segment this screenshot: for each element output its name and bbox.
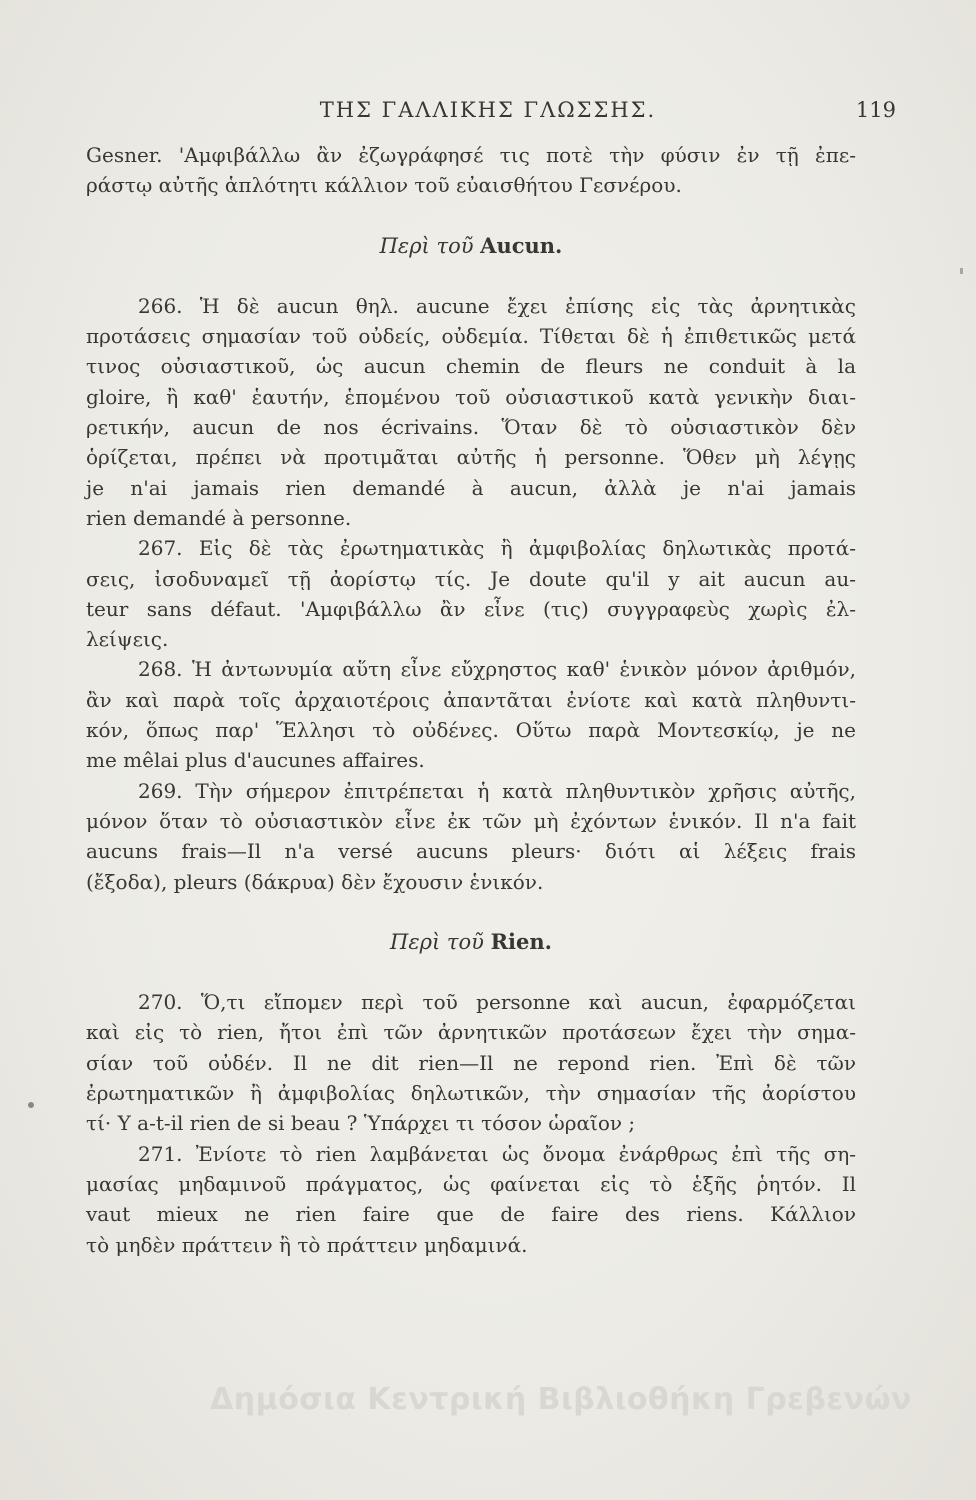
paragraph-266-line: προτάσεις σημασίαν τοῦ οὐδείς, οὐδεμία. Τίθεται δὲ ἡ ἐπιθετικῶς μετά [86,324,856,349]
page-number: 119 [855,98,896,122]
paragraph-271-line: vaut mieux ne rien faire que de faire des riens. Κάλλιον [86,1202,856,1227]
paragraph-266-line: rien demandé à personne. [86,505,352,530]
body-text [86,140,856,1260]
heading-greek: Περὶ τοῦ [379,233,474,258]
spacer [86,261,856,291]
paragraph-267-line: σεις, ἰσοδυναμεῖ τῇ ἀορίστῳ τίς. Je doute qu'il y ait aucun au- [86,566,856,591]
paragraph-270-line: τί· Y a-t-il rien de si beau ? Ὑπάρχει τι τόσον ὡραῖον ; [86,1111,636,1136]
paragraph-267-line: teur sans défaut. 'Αμφιβάλλω ἂν εἶνε (τις) συγγραφεὺς χωρὶς ἐλ- [86,596,856,621]
paragraph-271-line: τὸ μηδὲν πράττειν ἢ τὸ πράττειν μηδαμινά. [86,1232,528,1257]
page-header [88,94,896,126]
paragraph-269-line: aucuns frais—Il n'a versé aucuns pleurs· διότι αἱ λέξεις frais [86,839,856,864]
paragraph-266-line: gloire, ἢ καθ' ἑαυτήν, ἑπομένου τοῦ οὐσιαστικοῦ κατὰ γενικὴν διαι- [86,384,856,409]
paragraph-266-line: τινος οὐσιαστικοῦ, ὡς aucun chemin de fleurs ne conduit à la [86,354,856,379]
running-head: ΤΗΣ ΓΑΛΛΙΚΗΣ ΓΛΩΣΣΗΣ. [319,98,657,122]
paragraph-269-line: μόνον ὅταν τὸ οὐσιαστικὸν εἶνε ἐκ τῶν μὴ ἐχόντων ἑνικόν. Il n'a fait [86,808,856,833]
paragraph-269-line: (ἔξοδα), pleurs (δάκρυα) δὲν ἔχουσιν ἑνικόν. [86,869,544,894]
paragraph-266-line: 266. Ἡ δὲ aucun θηλ. aucune ἔχει ἐπίσης εἰς τὰς ἀρνητικὰς [138,293,856,318]
paragraph-271-line: 271. Ἐνίοτε τὸ rien λαμβάνεται ὡς ὄνομα ἐνάρθρως ἐπὶ τῆς ση- [138,1141,856,1166]
paragraph-268-line: κόν, ὅπως παρ' Ἕλλησι τὸ οὐδένες. Οὕτω παρὰ Μοντεσκίῳ, je ne [86,718,856,743]
paragraph-270-line: ἐρωτηματικῶν ἢ ἀμφιβολίας δηλωτικῶν, τὴν σημασίαν τῆς ἀορίστου [86,1081,856,1106]
paragraph-270-line: σίαν τοῦ οὐδέν. Il ne dit rien—Il ne repond rien. Ἐπὶ δὲ τῶν [86,1050,856,1075]
margin-dot [28,1102,34,1108]
section-heading-aucun [86,231,856,261]
section-heading-rien [86,927,856,957]
paragraph-270-line: 270. Ὅ,τι εἴπομεν περὶ τοῦ personne καὶ aucun, ἐφαρμόζεται [138,990,856,1015]
paragraph-268-line: 268. Ἡ ἀντωνυμία αὕτη εἶνε εὔχρηστος καθ' ἑνικὸν μόνον ἀριθμόν, [138,657,856,682]
paragraph-267-line: 267. Εἰς δὲ τὰς ἐρωτηματικὰς ἢ ἀμφιβολίας δηλωτικὰς προτά- [138,536,856,561]
paragraph-270-line: καὶ εἰς τὸ rien, ἤτοι ἐπὶ τῶν ἀρνητικῶν προτάσεων ἔχει τὴν σημα- [86,1020,856,1045]
library-watermark: Δημόσια Κεντρική Βιβλιοθήκη Γρεβενών [210,1382,912,1417]
text-line: ράστῳ αὐτῆς ἁπλότητι κάλλιον τοῦ εὐαισθήτου Γεσνέρου. [86,173,682,198]
margin-mark [960,268,963,274]
paragraph-271-line: μασίας μηδαμινοῦ πράγματος, ὡς φαίνεται εἰς τὸ ἑξῆς ῥητόν. Il [86,1171,856,1196]
paragraph-269-line: 269. Τὴν σήμερον ἐπιτρέπεται ἡ κατὰ πληθυντικὸν χρῆσις αὐτῆς, [138,778,856,803]
text-line: Gesner. 'Αμφιβάλλω ἂν ἐζωγράφησέ τις ποτὲ τὴν φύσιν ἐν τῇ ἐπε- [86,143,856,167]
paragraph-266-line: je n'ai jamais rien demandé à aucun, ἀλλὰ je n'ai jamais [86,475,856,500]
paragraph-266-line: ρετικήν, aucun de nos écrivains. Ὅταν δὲ τὸ οὐσιαστικὸν δὲν [86,415,856,440]
paragraph-268-line: ἂν καὶ παρὰ τοῖς ἀρχαιοτέροις ἀπαντᾶται ἐνίοτε καὶ κατὰ πληθυντι- [86,687,856,712]
spacer [86,897,856,927]
spacer [86,957,856,987]
paragraph-266-line: ὁρίζεται, πρέπει νὰ προτιμᾶται αὐτῆς ἡ personne. Ὅθεν μὴ λέγῃς [86,445,856,470]
heading-term: Aucun. [480,232,563,258]
paragraph-268-line: me mêlai plus d'aucunes affaires. [86,748,425,773]
spacer [86,201,856,231]
heading-term: Rien. [490,928,552,954]
paragraph-267-line: λείψεις. [86,627,169,652]
heading-greek: Περὶ τοῦ [390,929,484,954]
